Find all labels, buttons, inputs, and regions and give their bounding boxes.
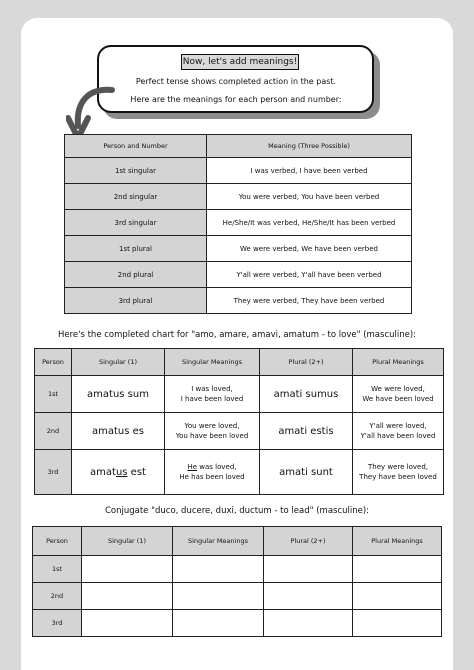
completed-chart-table: [34, 348, 444, 495]
meaning-cell: Y'all were verbed, Y'all have been verbed: [207, 262, 412, 288]
plural-answer-cell[interactable]: [264, 610, 353, 637]
table-header-row: [65, 135, 412, 158]
conjugate-heading: Conjugate "duco, ducere, duxi, ductum - to lead" (masculine):: [104, 506, 370, 516]
person-cell: 2nd: [33, 583, 82, 610]
singular-answer-cell[interactable]: [82, 610, 173, 637]
column-header: Plural Meanings: [353, 349, 444, 376]
meaning-line: They were loved,: [367, 463, 429, 471]
singular-form-cell: amatus es: [72, 413, 165, 450]
plural-meaning-cell: [353, 413, 444, 450]
column-header: Person and Number: [65, 135, 207, 158]
plural-form-cell: amati sunt: [260, 450, 353, 495]
meaning-line: Y'all were loved,: [369, 422, 427, 430]
meaning-cell: He/She/It was verbed, He/She/It has been verbed: [207, 210, 412, 236]
person-cell: 2nd singular: [65, 184, 207, 210]
table-row: [33, 556, 442, 583]
plural-form-cell: amati sumus: [260, 376, 353, 413]
person-cell: 3rd: [35, 450, 72, 495]
column-header: Plural (2+): [264, 527, 353, 556]
plural-meaning-cell: [353, 376, 444, 413]
singular-meaning-cell: [165, 376, 260, 413]
plural-meaning-answer-cell[interactable]: [353, 583, 442, 610]
table-row: [35, 376, 444, 413]
table-row: [33, 610, 442, 637]
plural-meaning-cell: [353, 450, 444, 495]
table-row: [65, 288, 412, 314]
column-header: Meaning (Three Possible): [207, 135, 412, 158]
table-row: [35, 450, 444, 495]
meaning-line: You have been loved: [175, 432, 249, 440]
table-header-row: [33, 527, 442, 556]
callout-line-1: Perfect tense shows completed action in the past.: [135, 77, 337, 86]
meaning-cell: I was verbed, I have been verbed: [207, 158, 412, 184]
table-row: [33, 583, 442, 610]
underlined-ending: us: [115, 466, 128, 478]
column-header: Singular (1): [72, 349, 165, 376]
table-row: [65, 262, 412, 288]
singular-meaning-answer-cell[interactable]: [173, 610, 264, 637]
person-cell: 3rd singular: [65, 210, 207, 236]
meaning-cell: They were verbed, They have been verbed: [207, 288, 412, 314]
person-cell: 1st: [35, 376, 72, 413]
column-header: Person: [35, 349, 72, 376]
singular-meaning-cell: [165, 450, 260, 495]
person-cell: 1st singular: [65, 158, 207, 184]
meaning-line: I have been loved: [180, 395, 244, 403]
column-header: Singular Meanings: [173, 527, 264, 556]
underlined-pronoun: He: [187, 463, 198, 471]
table-row: [65, 158, 412, 184]
singular-form-cell: amatus sum: [72, 376, 165, 413]
stem-text: amat: [90, 466, 116, 478]
column-header: Plural (2+): [260, 349, 353, 376]
table-row: [65, 210, 412, 236]
callout-line-2: Here are the meanings for each person and number:: [130, 95, 342, 104]
meaning-line: I was loved,: [191, 385, 233, 393]
verb-text: est: [127, 466, 146, 478]
plural-meaning-answer-cell[interactable]: [353, 610, 442, 637]
table-row: [65, 184, 412, 210]
meaning-line: He has been loved: [179, 473, 245, 481]
person-cell: 2nd: [35, 413, 72, 450]
callout-title: Now, let's add meanings!: [181, 54, 299, 70]
table-row: [35, 413, 444, 450]
meaning-line: We have been loved: [362, 395, 434, 403]
column-header: Plural Meanings: [353, 527, 442, 556]
person-cell: 1st: [33, 556, 82, 583]
table-header-row: [35, 349, 444, 376]
singular-meaning-cell: [165, 413, 260, 450]
blank-conjugation-table: [32, 526, 442, 637]
singular-meaning-answer-cell[interactable]: [173, 556, 264, 583]
plural-answer-cell[interactable]: [264, 556, 353, 583]
table-row: [65, 236, 412, 262]
person-cell: 2nd plural: [65, 262, 207, 288]
meanings-table: [64, 134, 412, 314]
plural-meaning-answer-cell[interactable]: [353, 556, 442, 583]
column-header: Person: [33, 527, 82, 556]
singular-answer-cell[interactable]: [82, 583, 173, 610]
meaning-line: We were loved,: [371, 385, 425, 393]
singular-meaning-answer-cell[interactable]: [173, 583, 264, 610]
meaning-line: You were loved,: [184, 422, 240, 430]
meaning-line: They have been loved: [359, 473, 437, 481]
person-cell: 3rd plural: [65, 288, 207, 314]
meaning-line: Y'all have been loved: [360, 432, 436, 440]
column-header: Singular (1): [82, 527, 173, 556]
plural-form-cell: amati estis: [260, 413, 353, 450]
meaning-cell: We were verbed, We have been verbed: [207, 236, 412, 262]
meaning-cell: You were verbed, You have been verbed: [207, 184, 412, 210]
singular-answer-cell[interactable]: [82, 556, 173, 583]
person-cell: 1st plural: [65, 236, 207, 262]
plural-answer-cell[interactable]: [264, 583, 353, 610]
column-header: Singular Meanings: [165, 349, 260, 376]
singular-form-cell: [72, 450, 165, 495]
person-cell: 3rd: [33, 610, 82, 637]
completed-chart-heading: Here's the completed chart for "amo, amare, amavi, amatum - to love" (masculine):: [57, 330, 417, 340]
meaning-line: was loved,: [197, 463, 237, 471]
